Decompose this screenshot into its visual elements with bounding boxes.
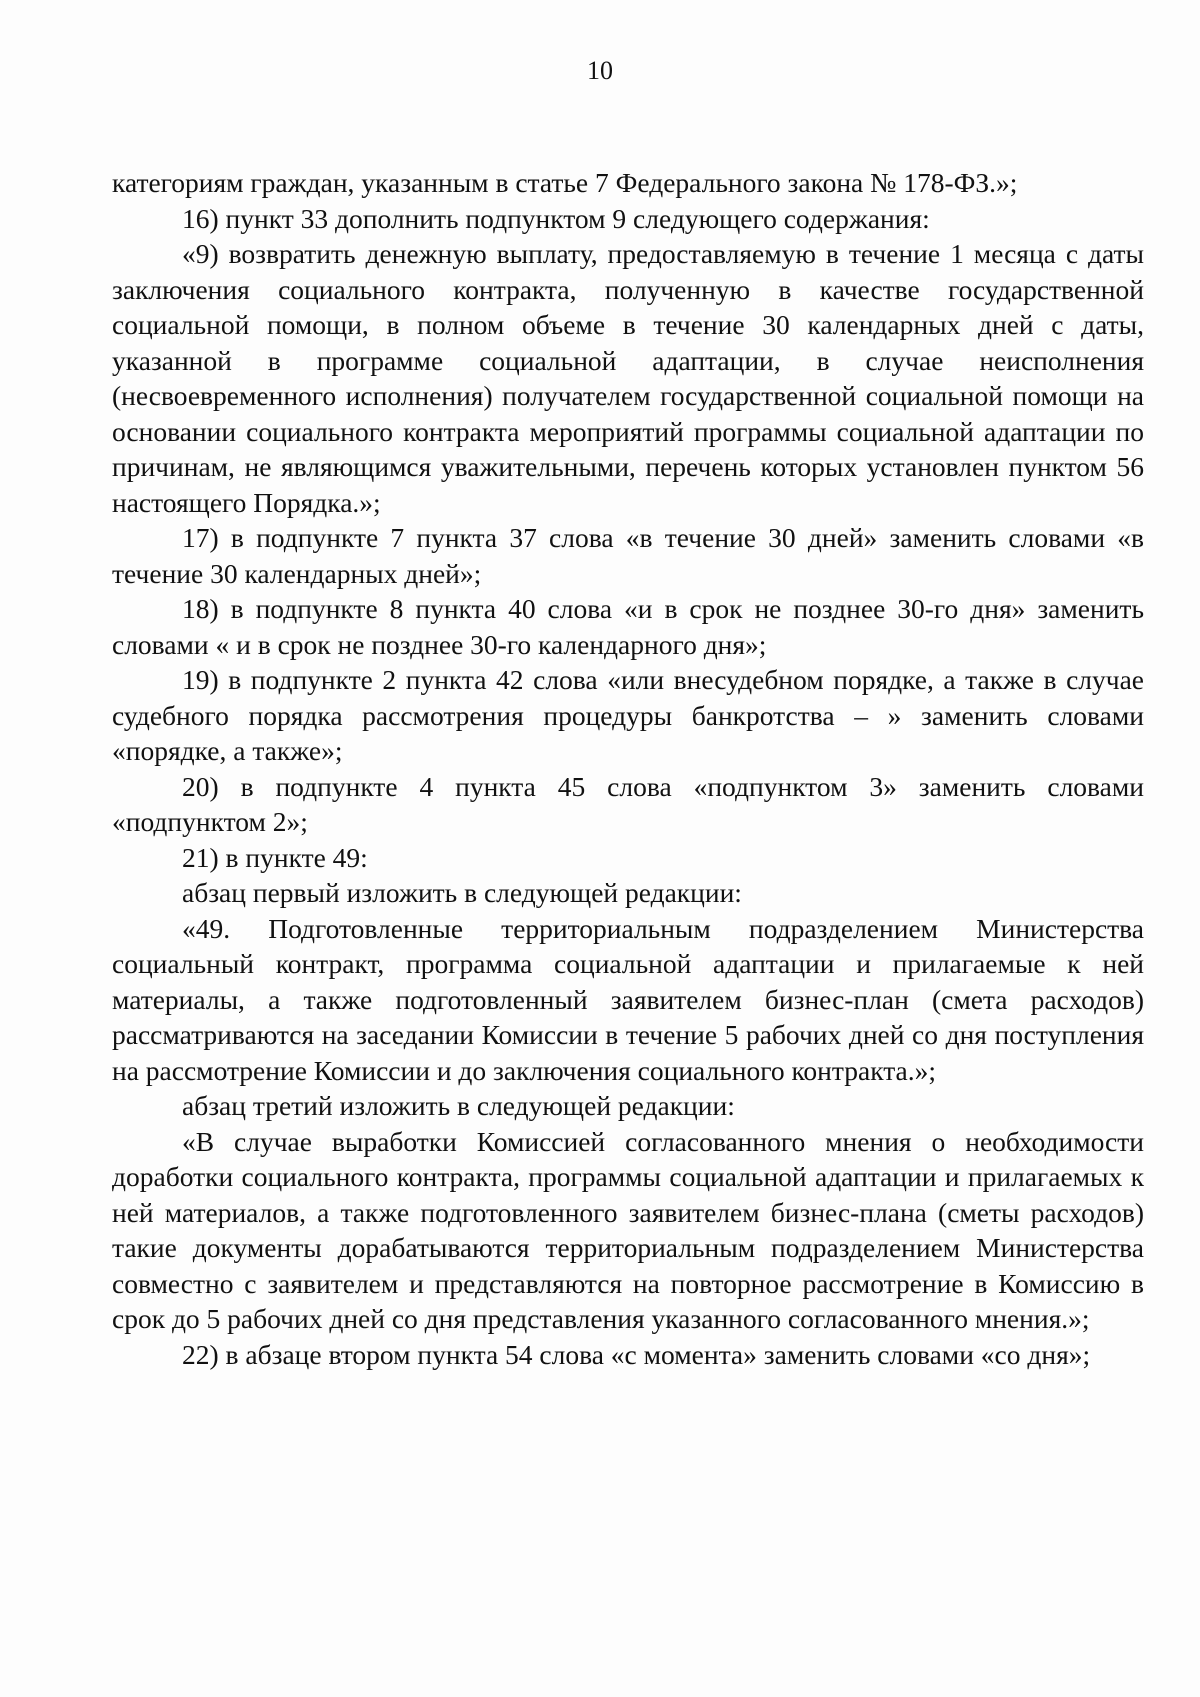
- document-body: [112, 165, 1144, 1372]
- page-number: 10: [587, 56, 613, 85]
- paragraph-item-16: 16) пункт 33 дополнить подпунктом 9 следующего содержания:: [182, 202, 930, 234]
- paragraph-item-20: 20) в подпункте 4 пункта 45 слова «подпунктом 3» заменить словами «подпунктом 2»;: [112, 770, 1144, 837]
- paragraph-abzac-third-intro: абзац третий изложить в следующей редакции:: [182, 1090, 735, 1121]
- paragraph-continuation: категориям граждан, указанным в статье 7 Федерального закона № 178-ФЗ.»;: [112, 167, 1018, 198]
- paragraph-abzac-third-text: «В случае выработки Комиссией согласованного мнения о необходимости доработки социального контракта, программы социальной адаптации и прилагаемых к ней материалов, а также подготовленного заявителем бизнес-плана (сметы расходов) такие документы дорабатываются территориальным подразделением Министерства совместно с заявителем и представляются на повторное рассмотрение в Комиссию в срок до 5 рабочих дней со дня представления указанного согласованного мнения.»;: [112, 1125, 1144, 1334]
- paragraph-item-18: 18) в подпункте 8 пункта 40 слова «и в срок не позднее 30-го дня» заменить словами « и в срок не позднее 30-го календарного дня»;: [112, 593, 1144, 660]
- paragraph-abzac-first-intro: абзац первый изложить в следующей редакции:: [182, 877, 742, 908]
- paragraph-item-21: 21) в пункте 49:: [182, 841, 368, 873]
- paragraph-item-22: 22) в абзаце втором пункта 54 слова «с момента» заменить словами «со дня»;: [182, 1338, 1091, 1370]
- paragraph-item-19: 19) в подпункте 2 пункта 42 слова «или внесудебном порядке, а также в случае судебного порядка рассмотрения процедуры банкротства – » заменить словами «порядке, а также»;: [112, 664, 1144, 766]
- paragraph-item-17: 17) в подпункте 7 пункта 37 слова «в течение 30 дней» заменить словами «в течение 30 календарных дней»;: [112, 522, 1144, 589]
- paragraph-subitem-9-text: «9) возвратить денежную выплату, предоставляемую в течение 1 месяца с даты заключения социального контракта, полученную в качестве государственной социальной помощи, в полном объеме в течение 30 календарных дней с даты, указанной в программе социальной адаптации, в случае неисполнения (несвоевременного исполнения) получателем государственной социальной помощи на основании социального контракта мероприятий программы социальной адаптации по причинам, не являющимся уважительными, перечень которых установлен пунктом 56 настоящего Порядка.»;: [112, 238, 1144, 518]
- paragraph-point-49-text: «49. Подготовленные территориальным подразделением Министерства социальный контракт, программа социальной адаптации и прилагаемые к ней материалы, а также подготовленный заявителем бизнес-план (смета расходов) рассматриваются на заседании Комиссии в течение 5 рабочих дней со дня поступления на рассмотрение Комиссии и до заключения социального контракта.»;: [112, 912, 1144, 1086]
